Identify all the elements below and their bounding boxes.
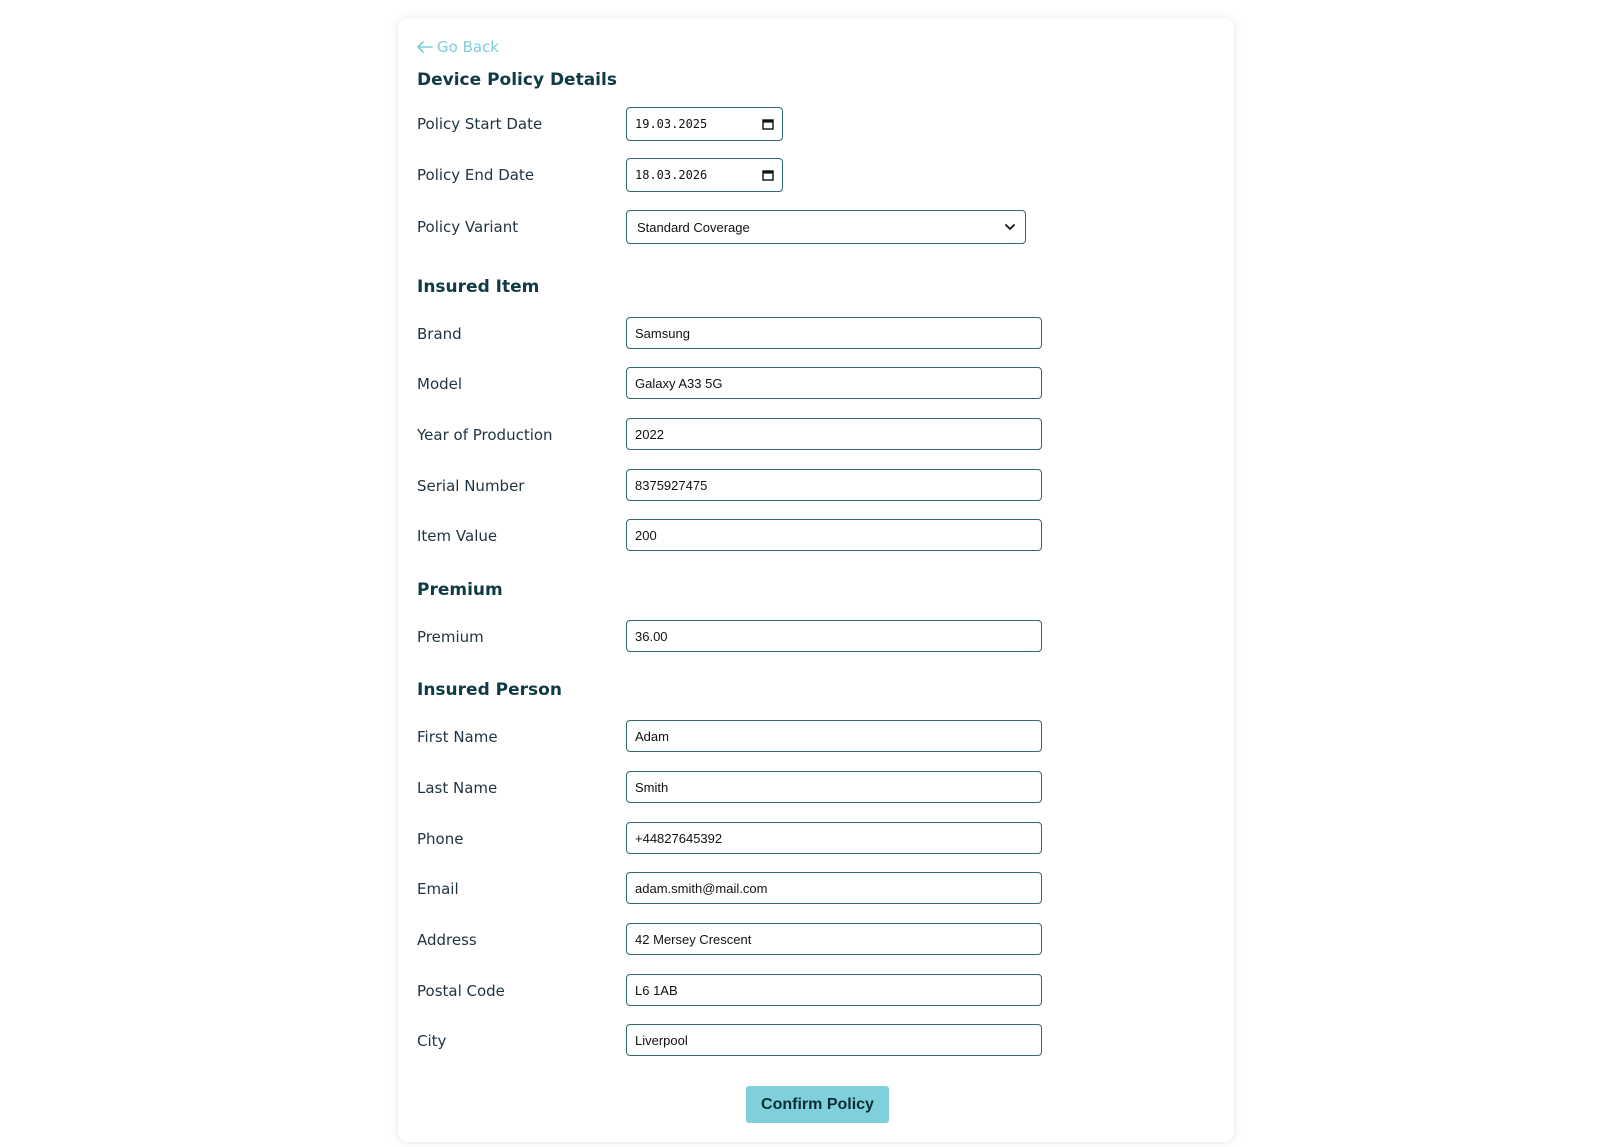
policy-end-date-label: Policy End Date [417, 166, 535, 184]
row-year [417, 418, 1234, 452]
year-label: Year of Production [417, 426, 553, 444]
row-serial [417, 469, 1234, 503]
row-first-name [417, 720, 1234, 754]
section-title-item: Insured Item [417, 277, 540, 297]
row-email [417, 872, 1234, 906]
chevron-down-icon [1005, 224, 1015, 231]
item-value-field[interactable] [626, 519, 1042, 551]
section-title-person: Insured Person [417, 680, 562, 700]
phone-label: Phone [417, 830, 464, 848]
policy-variant-select[interactable] [626, 210, 1026, 244]
brand-input[interactable] [627, 318, 1041, 348]
row-phone [417, 822, 1234, 856]
model-input[interactable] [627, 368, 1041, 398]
phone-field[interactable] [626, 822, 1042, 854]
email-field[interactable] [626, 872, 1042, 904]
postal-code-label: Postal Code [417, 982, 505, 1000]
policy-start-date-input[interactable] [627, 108, 782, 140]
row-model [417, 367, 1234, 401]
row-city [417, 1024, 1234, 1058]
last-name-field[interactable] [626, 771, 1042, 803]
row-postal-code [417, 974, 1234, 1008]
year-field[interactable] [626, 418, 1042, 450]
row-policy-end-date [417, 158, 1234, 192]
year-input[interactable] [627, 419, 1041, 449]
model-field[interactable] [626, 367, 1042, 399]
calendar-icon[interactable] [762, 169, 774, 181]
arrow-left-icon [417, 41, 433, 53]
serial-label: Serial Number [417, 477, 525, 495]
city-input[interactable] [627, 1025, 1041, 1055]
row-policy-variant [417, 210, 1234, 244]
row-last-name [417, 771, 1234, 805]
serial-input[interactable] [627, 470, 1041, 500]
row-premium [417, 620, 1234, 654]
last-name-input[interactable] [627, 772, 1041, 802]
policy-start-date-field[interactable] [626, 107, 783, 141]
section-title-premium: Premium [417, 580, 503, 600]
address-label: Address [417, 931, 477, 949]
premium-label: Premium [417, 628, 484, 646]
row-address [417, 923, 1234, 957]
postal-code-input[interactable] [627, 975, 1041, 1005]
phone-input[interactable] [627, 823, 1041, 853]
policy-start-date-label: Policy Start Date [417, 115, 543, 133]
policy-variant-label: Policy Variant [417, 218, 519, 236]
email-label: Email [417, 880, 459, 898]
policy-end-date-input[interactable] [627, 159, 782, 191]
policy-variant-value: Standard Coverage [637, 219, 750, 235]
confirm-policy-button[interactable]: Confirm Policy [746, 1086, 889, 1123]
email-input[interactable] [627, 873, 1041, 903]
section-title-policy: Device Policy Details [417, 70, 617, 90]
go-back-link[interactable] [417, 38, 499, 56]
row-item-value [417, 519, 1234, 553]
first-name-label: First Name [417, 728, 498, 746]
last-name-label: Last Name [417, 779, 498, 797]
item-value-label: Item Value [417, 527, 498, 545]
policy-form-card [398, 18, 1234, 1142]
city-field[interactable] [626, 1024, 1042, 1056]
first-name-field[interactable] [626, 720, 1042, 752]
premium-input[interactable] [627, 621, 1041, 651]
model-label: Model [417, 375, 463, 393]
serial-field[interactable] [626, 469, 1042, 501]
go-back-label: Go Back [437, 38, 499, 56]
brand-label: Brand [417, 325, 462, 343]
item-value-input[interactable] [627, 520, 1041, 550]
city-label: City [417, 1032, 447, 1050]
postal-code-field[interactable] [626, 974, 1042, 1006]
address-field[interactable] [626, 923, 1042, 955]
calendar-icon[interactable] [762, 118, 774, 130]
brand-field[interactable] [626, 317, 1042, 349]
first-name-input[interactable] [627, 721, 1041, 751]
policy-end-date-field[interactable] [626, 158, 783, 192]
row-policy-start-date [417, 107, 1234, 141]
row-brand [417, 317, 1234, 351]
premium-field[interactable] [626, 620, 1042, 652]
address-input[interactable] [627, 924, 1041, 954]
